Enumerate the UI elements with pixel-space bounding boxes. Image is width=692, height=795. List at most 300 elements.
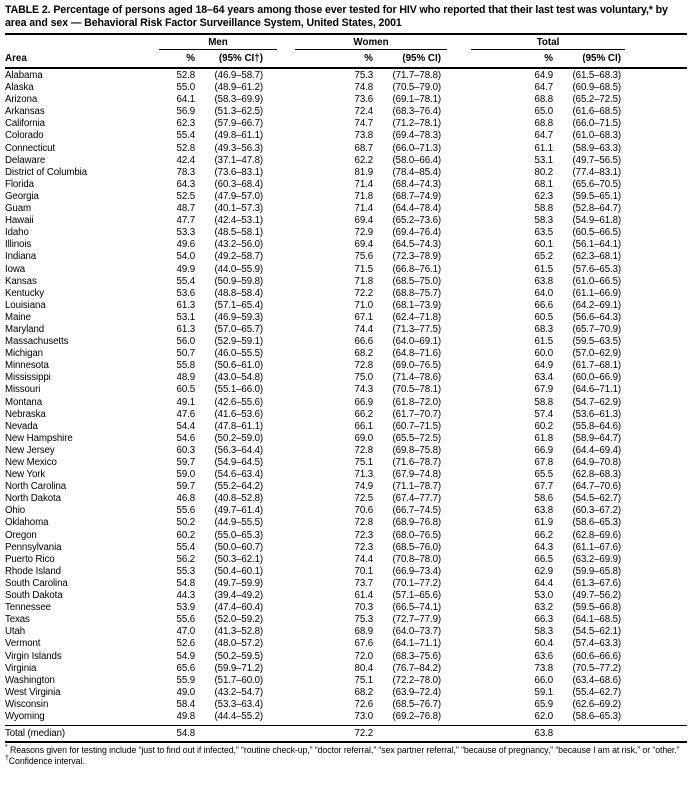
men-ci-cell: (48.5–58.1) — [214, 227, 263, 239]
area-cell: Missouri — [5, 384, 41, 396]
women-ci-cell: (66.5–74.1) — [392, 602, 441, 614]
total-pct-cell: 65.5 — [534, 469, 553, 481]
men-pct-cell: 58.4 — [176, 698, 195, 710]
area-cell: Florida — [5, 178, 34, 190]
women-ci-cell: (71.2–78.1) — [392, 118, 441, 130]
total-pct-cell: 63.8 — [534, 505, 553, 517]
total-ci-cell: (54.9–61.8) — [572, 215, 621, 227]
total-pct-cell: 64.0 — [534, 287, 553, 299]
total-ci-cell: (59.5–63.5) — [572, 336, 621, 348]
total-pct-cell: 58.3 — [534, 626, 553, 638]
area-cell: Massachusetts — [5, 336, 69, 348]
total-pct-cell: 57.4 — [534, 408, 553, 420]
women-ci-cell: (64.4–78.4) — [392, 203, 441, 215]
table-row — [5, 276, 687, 288]
total-pct-cell: 53.0 — [534, 590, 553, 602]
men-ci-cell: (43.2–56.0) — [214, 239, 263, 251]
men-ci-cell: (47.9–57.0) — [214, 190, 263, 202]
women-ci-cell: (70.8–78.0) — [392, 553, 441, 565]
table-row — [5, 566, 687, 578]
men-pct-cell: 53.9 — [176, 602, 195, 614]
men-ci-cell: (73.6–83.1) — [214, 166, 263, 178]
women-ci-cell: (66.8–76.1) — [392, 263, 441, 275]
women-ci-cell: (64.5–74.3) — [392, 239, 441, 251]
men-pct-cell: 54.4 — [176, 420, 195, 432]
total-ci-cell: (77.4–83.1) — [572, 166, 621, 178]
women-pct-cell: 73.6 — [354, 94, 373, 106]
men-ci-cell: (50.2–59.5) — [214, 650, 263, 662]
total-ci-cell: (62.8–69.6) — [572, 529, 621, 541]
women-ci-cell: (71.7–78.8) — [392, 70, 441, 81]
total-ci-cell: (62.3–68.1) — [572, 251, 621, 263]
women-ci-cell: (67.4–77.7) — [392, 493, 441, 505]
total-ci-cell: (58.9–63.3) — [572, 142, 621, 154]
total-pct-cell: 61.5 — [534, 263, 553, 275]
total-ci-cell: (58.6–65.3) — [572, 517, 621, 529]
men-pct-cell: 78.3 — [176, 166, 195, 178]
table-row — [5, 421, 687, 433]
women-pct-cell: 75.1 — [354, 674, 373, 686]
women-ci-cell: (68.3–75.6) — [392, 650, 441, 662]
women-ci-cell: (72.7–77.9) — [392, 614, 441, 626]
men-pct-cell: 54.0 — [176, 251, 195, 263]
men-pct-cell: 55.4 — [176, 541, 195, 553]
men-ci-cell: (40.8–52.8) — [214, 493, 263, 505]
table-row — [5, 118, 687, 130]
total-ci-cell: (60.3–67.2) — [572, 505, 621, 517]
total-pct-cell: 65.9 — [534, 698, 553, 710]
women-pct-cell: 74.3 — [354, 384, 373, 396]
women-ci-cell: (69.2–76.8) — [392, 710, 441, 722]
area-cell: Michigan — [5, 348, 43, 360]
table-row — [5, 626, 687, 638]
men-pct-cell: 47.0 — [176, 626, 195, 638]
women-ci-cell: (57.1–65.6) — [392, 590, 441, 602]
men-pct-cell: 61.3 — [176, 323, 195, 335]
men-pct-cell: 49.9 — [176, 263, 195, 275]
total-ci-cell: (57.6–65.3) — [572, 263, 621, 275]
men-ci-cell: (57.9–66.7) — [214, 118, 263, 130]
area-cell: Delaware — [5, 154, 46, 166]
table-row — [5, 578, 687, 590]
women-pct-cell: 75.1 — [354, 457, 373, 468]
total-ci-cell: (59.5–65.1) — [572, 190, 621, 202]
total-pct-cell: 53.1 — [534, 154, 553, 166]
total-ci-cell: (62.6–69.2) — [572, 698, 621, 710]
women-ci-cell: (70.5–79.0) — [392, 82, 441, 94]
men-pct-cell: 64.3 — [176, 178, 195, 190]
men-pct-cell: 54.6 — [176, 432, 195, 444]
women-pct-cell: 67.6 — [354, 638, 373, 650]
area-cell: Virgin Islands — [5, 650, 62, 662]
area-cell: Mississippi — [5, 372, 51, 384]
women-ci-cell: (68.0–76.5) — [392, 529, 441, 541]
table-row — [5, 239, 687, 251]
men-pct-cell: 47.7 — [176, 215, 195, 227]
men-pct-cell: 60.5 — [176, 384, 195, 396]
women-ci-cell: (68.4–74.3) — [392, 178, 441, 190]
table-row — [5, 590, 687, 602]
women-pct-cell: 71.8 — [354, 275, 373, 287]
men-pct-cell: 56.2 — [176, 553, 195, 565]
total-pct-cell: 64.7 — [534, 82, 553, 94]
men-pct-cell: 59.7 — [176, 481, 195, 493]
men-ci-cell: (42.4–53.1) — [214, 215, 263, 227]
table-row — [5, 143, 687, 155]
women-ci-cell: (68.7–74.9) — [392, 190, 441, 202]
women-pct-cell: 68.2 — [354, 686, 373, 698]
men-spanner-header: Men — [159, 37, 277, 50]
total-pct-cell: 66.3 — [534, 614, 553, 626]
men-ci-cell: (60.3–68.4) — [214, 178, 263, 190]
men-ci-cell: (49.7–59.9) — [214, 577, 263, 589]
total-ci-cell: (63.2–69.9) — [572, 553, 621, 565]
women-ci-cell: (69.4–76.4) — [392, 227, 441, 239]
table-row — [5, 324, 687, 336]
total-ci-cell: (65.2–72.5) — [572, 94, 621, 106]
total-ci-cell: (64.2–69.1) — [572, 299, 621, 311]
total-ci-cell: (60.5–66.5) — [572, 227, 621, 239]
men-ci-cell: (54.9–64.5) — [214, 457, 263, 468]
men-ci-cell: (50.0–60.7) — [214, 541, 263, 553]
area-cell: Louisiana — [5, 299, 46, 311]
women-pct-cell: 71.4 — [354, 203, 373, 215]
women-pct-cell: 70.3 — [354, 602, 373, 614]
table-title: TABLE 2. Percentage of persons aged 18–64 years among those ever tested for HIV who reported that their last test was voluntary,* by area and sex — Behavioral Risk Factor Surveillance System, United States, 2001 — [5, 4, 668, 29]
total-row-section — [5, 725, 687, 743]
women-ci-cell: (72.3–78.9) — [392, 251, 441, 263]
table-row — [5, 517, 687, 529]
dagger-symbol: † — [5, 754, 9, 762]
women-pct-cell: 71.0 — [354, 299, 373, 311]
women-pct-cell: 72.4 — [354, 106, 373, 118]
area-cell: California — [5, 118, 45, 130]
men-ci-cell: (57.1–65.4) — [214, 299, 263, 311]
women-ci-cell: (65.5–72.5) — [392, 432, 441, 444]
area-column-header: Area — [5, 53, 27, 64]
total-pct-cell: 68.3 — [534, 323, 553, 335]
men-pct-cell: 62.3 — [176, 118, 195, 130]
total-ci-cell: (61.5–68.3) — [572, 70, 621, 81]
area-cell: Kentucky — [5, 287, 45, 299]
total-ci-cell: (57.4–63.3) — [572, 638, 621, 650]
area-cell: Colorado — [5, 130, 44, 142]
women-ci-cell: (62.4–71.8) — [392, 311, 441, 323]
total-pct-cell: 66.0 — [534, 674, 553, 686]
area-cell: Rhode Island — [5, 565, 61, 577]
total-pct-cell: 61.9 — [534, 517, 553, 529]
men-pct-cell: 53.1 — [176, 311, 195, 323]
table-row — [5, 687, 687, 699]
total-pct-cell: 60.0 — [534, 348, 553, 360]
table-row — [5, 638, 687, 650]
total-pct-cell: 60.2 — [534, 420, 553, 432]
table-row — [5, 711, 687, 723]
men-ci-cell: (46.9–59.3) — [214, 311, 263, 323]
men-ci-cell: (49.3–56.3) — [214, 142, 263, 154]
table-row — [5, 493, 687, 505]
footnote-confidence-interval — [5, 756, 687, 767]
total-pct-cell: 63.6 — [534, 650, 553, 662]
table-row — [5, 469, 687, 481]
women-ci-cell: (69.8–75.8) — [392, 444, 441, 456]
total-ci-cell: (65.7–70.9) — [572, 323, 621, 335]
women-pct-cell: 68.9 — [354, 626, 373, 638]
men-pct-cell: 59.0 — [176, 469, 195, 481]
area-cell: Kansas — [5, 275, 37, 287]
men-pct-cell: 50.7 — [176, 348, 195, 360]
total-pct-cell: 58.8 — [534, 203, 553, 215]
area-cell: Puerto Rico — [5, 553, 55, 565]
table-row — [5, 445, 687, 457]
area-cell: New York — [5, 469, 46, 481]
total-ci-cell: (49.7–56.5) — [572, 154, 621, 166]
total-pct-cell: 64.9 — [534, 360, 553, 372]
women-pct-cell: 72.8 — [354, 517, 373, 529]
table-row — [5, 251, 687, 263]
women-ci-cell: (68.8–75.7) — [392, 287, 441, 299]
women-pct-cell: 74.4 — [354, 553, 373, 565]
area-cell: Texas — [5, 614, 30, 626]
table-row — [5, 215, 687, 227]
table-row — [5, 264, 687, 276]
column-header-row — [5, 50, 687, 67]
total-ci-cell: (49.7–56.2) — [572, 590, 621, 602]
table-row — [5, 433, 687, 445]
table-row — [5, 409, 687, 421]
total-ci-cell: (61.7–68.1) — [572, 360, 621, 372]
footnote-ci-text: Confidence interval. — [8, 755, 85, 766]
men-pct-cell: 60.3 — [176, 444, 195, 456]
area-cell: Guam — [5, 203, 31, 215]
area-cell: Alaska — [5, 82, 34, 94]
area-cell: North Carolina — [5, 481, 67, 493]
table-row — [5, 348, 687, 360]
women-pct-cell: 72.3 — [354, 541, 373, 553]
table-row — [5, 130, 687, 142]
area-cell: Georgia — [5, 190, 39, 202]
men-pct-cell: 65.6 — [176, 662, 195, 674]
men-ci-cell: (48.8–58.4) — [214, 287, 263, 299]
table-row — [5, 106, 687, 118]
men-pct-cell: 55.9 — [176, 674, 195, 686]
men-ci-cell: (48.0–57.2) — [214, 638, 263, 650]
table-row — [5, 360, 687, 372]
women-ci-cell: (64.8–71.6) — [392, 348, 441, 360]
women-ci-cell: (67.9–74.8) — [392, 469, 441, 481]
women-pct-cell: 73.8 — [354, 130, 373, 142]
women-pct-cell: 81.9 — [354, 166, 373, 178]
table-row — [5, 505, 687, 517]
women-pct-cell: 71.8 — [354, 190, 373, 202]
women-pct-cell: 66.6 — [354, 336, 373, 348]
women-ci-cell: (71.3–77.5) — [392, 323, 441, 335]
total-pct-header: % — [544, 53, 553, 64]
men-ci-cell: (49.2–58.7) — [214, 251, 263, 263]
women-pct-cell: 69.0 — [354, 432, 373, 444]
total-pct-cell: 60.1 — [534, 239, 553, 251]
table-row — [5, 384, 687, 396]
women-ci-cell: (71.6–78.7) — [392, 457, 441, 468]
total-ci-cell: (56.6–64.3) — [572, 311, 621, 323]
table-row — [5, 554, 687, 566]
men-pct-cell: 52.5 — [176, 190, 195, 202]
men-ci-cell: (50.3–62.1) — [214, 553, 263, 565]
women-ci-cell: (64.0–69.1) — [392, 336, 441, 348]
women-pct-cell: 75.6 — [354, 251, 373, 263]
women-pct-cell: 70.1 — [354, 565, 373, 577]
women-pct-cell: 68.2 — [354, 348, 373, 360]
asterisk-symbol: * — [5, 744, 8, 752]
women-pct-cell: 72.8 — [354, 444, 373, 456]
women-ci-cell: (60.7–71.5) — [392, 420, 441, 432]
men-pct-cell: 55.4 — [176, 275, 195, 287]
women-ci-cell: (76.7–84.2) — [392, 662, 441, 674]
area-cell: Arkansas — [5, 106, 45, 118]
women-pct-cell: 66.1 — [354, 420, 373, 432]
table-row — [5, 457, 687, 469]
table-row — [5, 675, 687, 687]
total-pct-cell: 62.3 — [534, 190, 553, 202]
men-pct-cell: 49.8 — [176, 710, 195, 722]
area-cell: Virginia — [5, 662, 37, 674]
men-ci-cell: (51.3–62.5) — [214, 106, 263, 118]
total-pct-cell: 68.8 — [534, 118, 553, 130]
total-ci-cell: (70.5–77.2) — [572, 662, 621, 674]
footnotes — [5, 745, 687, 766]
men-ci-cell: (55.2–64.2) — [214, 481, 263, 493]
table-row — [5, 481, 687, 493]
table-row — [5, 651, 687, 663]
women-ci-cell: (68.5–76.7) — [392, 698, 441, 710]
total-ci-cell: (61.6–68.5) — [572, 106, 621, 118]
men-pct-cell: 50.2 — [176, 517, 195, 529]
total-ci-cell: (55.4–62.7) — [572, 686, 621, 698]
women-pct-cell: 66.2 — [354, 408, 373, 420]
men-ci-cell: (37.1–47.8) — [214, 154, 263, 166]
area-cell: Connecticut — [5, 142, 56, 154]
women-ci-cell: (66.9–73.4) — [392, 565, 441, 577]
total-ci-cell: (57.0–62.9) — [572, 348, 621, 360]
men-ci-cell: (46.0–55.5) — [214, 348, 263, 360]
women-pct-cell: 66.9 — [354, 396, 373, 408]
table-row — [5, 288, 687, 300]
women-pct-cell: 72.8 — [354, 360, 373, 372]
men-pct-cell: 49.6 — [176, 239, 195, 251]
women-ci-cell: (61.7–70.7) — [392, 408, 441, 420]
men-ci-cell: (50.9–59.8) — [214, 275, 263, 287]
women-pct-cell: 72.5 — [354, 493, 373, 505]
total-pct-cell: 65.0 — [534, 106, 553, 118]
table-row — [5, 530, 687, 542]
men-ci-cell: (55.1–66.0) — [214, 384, 263, 396]
total-ci-cell: (60.0–66.9) — [572, 372, 621, 384]
total-pct-cell: 63.4 — [534, 372, 553, 384]
area-cell: Tennessee — [5, 602, 51, 614]
area-cell: Hawaii — [5, 215, 34, 227]
table-row — [5, 70, 687, 82]
men-ci-cell: (44.0–55.9) — [214, 263, 263, 275]
men-pct-cell: 52.8 — [176, 70, 195, 81]
women-pct-cell: 69.4 — [354, 239, 373, 251]
women-ci-cell: (69.1–78.1) — [392, 94, 441, 106]
area-cell: Illinois — [5, 239, 32, 251]
women-ci-cell: (69.4–78.3) — [392, 130, 441, 142]
total-pct-cell: 73.8 — [534, 662, 553, 674]
women-pct-header: % — [364, 53, 373, 64]
men-pct-cell: 55.6 — [176, 614, 195, 626]
men-ci-cell: (47.8–61.1) — [214, 420, 263, 432]
women-ci-cell: (70.1–77.2) — [392, 577, 441, 589]
total-pct-cell: 62.9 — [534, 565, 553, 577]
men-ci-cell: (47.4–60.4) — [214, 602, 263, 614]
total-men-pct-cell: 54.8 — [176, 728, 195, 740]
area-cell: Alabama — [5, 70, 43, 81]
men-pct-cell: 56.9 — [176, 106, 195, 118]
area-cell: North Dakota — [5, 493, 61, 505]
total-pct-cell: 58.6 — [534, 493, 553, 505]
men-pct-cell: 44.3 — [176, 590, 195, 602]
total-pct-cell: 63.5 — [534, 227, 553, 239]
total-ci-cell: (59.9–65.8) — [572, 565, 621, 577]
area-cell: District of Columbia — [5, 166, 87, 178]
total-pct-cell: 60.4 — [534, 638, 553, 650]
area-cell: Wisconsin — [5, 698, 49, 710]
men-ci-cell: (58.3–69.9) — [214, 94, 263, 106]
women-ci-cell: (64.1–71.1) — [392, 638, 441, 650]
men-ci-cell: (48.9–61.2) — [214, 82, 263, 94]
men-pct-cell: 52.6 — [176, 638, 195, 650]
men-pct-cell: 55.0 — [176, 82, 195, 94]
men-pct-cell: 54.9 — [176, 650, 195, 662]
table-body — [5, 70, 687, 723]
women-pct-cell: 72.0 — [354, 650, 373, 662]
area-cell: West Virginia — [5, 686, 61, 698]
women-ci-cell: (70.5–78.1) — [392, 384, 441, 396]
total-pct-cell: 64.3 — [534, 541, 553, 553]
total-ci-cell: (58.9–64.7) — [572, 432, 621, 444]
men-pct-cell: 49.0 — [176, 686, 195, 698]
men-pct-cell: 42.4 — [176, 154, 195, 166]
total-pct-cell: 63.2 — [534, 602, 553, 614]
men-ci-cell: (56.3–64.4) — [214, 444, 263, 456]
table-row — [5, 312, 687, 324]
women-pct-cell: 67.1 — [354, 311, 373, 323]
footnote-reasons — [5, 745, 687, 756]
total-ci-cell: (60.9–68.5) — [572, 82, 621, 94]
men-ci-cell: (50.4–60.1) — [214, 565, 263, 577]
men-ci-cell: (52.9–59.1) — [214, 336, 263, 348]
table-row — [5, 82, 687, 94]
women-ci-cell: (68.3–76.4) — [392, 106, 441, 118]
header-spanner-row — [5, 35, 687, 50]
women-pct-cell: 74.4 — [354, 323, 373, 335]
area-cell: Vermont — [5, 638, 41, 650]
men-ci-cell: (59.9–71.2) — [214, 662, 263, 674]
total-ci-cell: (64.7–70.6) — [572, 481, 621, 493]
men-ci-cell: (52.0–59.2) — [214, 614, 263, 626]
men-ci-cell: (53.3–63.4) — [214, 698, 263, 710]
women-pct-cell: 74.9 — [354, 481, 373, 493]
women-pct-cell: 72.6 — [354, 698, 373, 710]
women-pct-cell: 80.4 — [354, 662, 373, 674]
men-pct-cell: 64.1 — [176, 94, 195, 106]
area-cell: Idaho — [5, 227, 29, 239]
women-ci-cell: (69.0–76.5) — [392, 360, 441, 372]
table-row — [5, 203, 687, 215]
women-ci-cell: (61.8–72.0) — [392, 396, 441, 408]
total-pct-cell: 61.1 — [534, 142, 553, 154]
